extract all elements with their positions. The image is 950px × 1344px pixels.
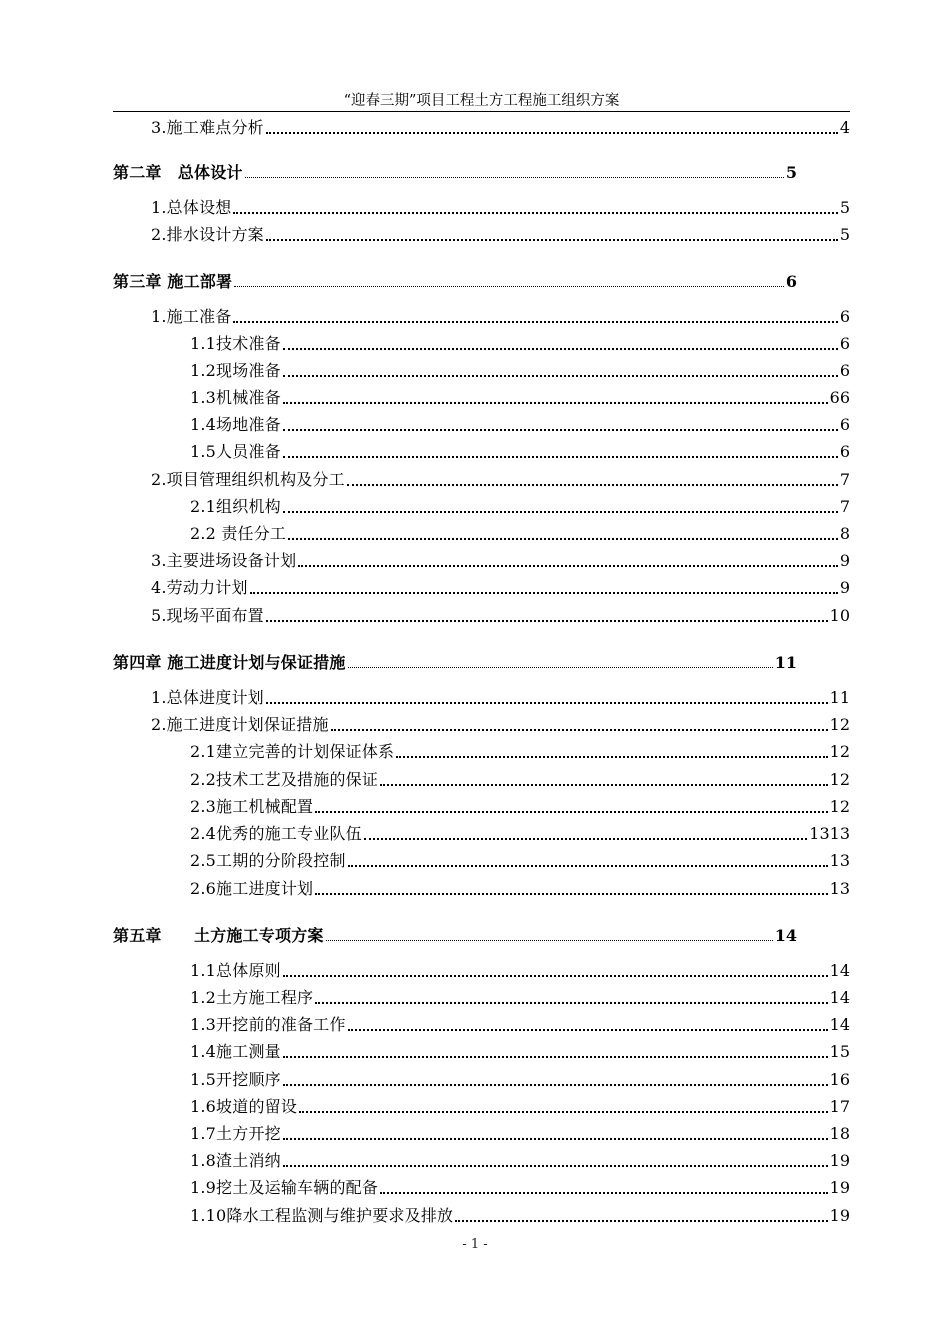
toc-label: 1.总体进度计划 xyxy=(151,688,264,707)
toc-label: 3.主要进场设备计划 xyxy=(151,551,297,570)
toc-item xyxy=(190,1010,850,1036)
toc-chapter xyxy=(113,267,797,293)
toc-page-number: 9 xyxy=(839,551,850,570)
toc-leader-dots xyxy=(331,715,828,731)
toc-item xyxy=(190,737,850,763)
toc-item xyxy=(151,546,850,572)
toc-label: 1.4场地准备 xyxy=(190,415,281,434)
toc-leader-dots xyxy=(396,742,827,758)
toc-leader-dots xyxy=(455,1206,827,1222)
toc-item xyxy=(190,1037,850,1063)
toc-leader-dots xyxy=(315,797,827,813)
toc-item xyxy=(190,983,850,1009)
toc-label: 第五章 土方施工专项方案 xyxy=(113,926,324,945)
toc-leader-dots xyxy=(283,361,838,377)
toc-item xyxy=(151,710,850,736)
toc-leader-dots xyxy=(348,851,828,867)
toc-item xyxy=(190,356,850,382)
toc-leader-dots xyxy=(283,1151,828,1167)
toc-label: 第二章 总体设计 xyxy=(113,163,243,182)
toc-label: 1.5人员准备 xyxy=(190,442,281,461)
toc-leader-dots xyxy=(315,988,827,1004)
toc-leader-dots xyxy=(347,470,838,486)
toc-leader-dots xyxy=(288,524,838,540)
toc-label: 1.4施工测量 xyxy=(190,1042,281,1061)
toc-page-number: 12 xyxy=(829,742,850,761)
toc-label: 1.施工准备 xyxy=(151,307,232,326)
toc-leader-dots xyxy=(298,551,838,567)
toc-leader-dots xyxy=(266,118,838,134)
toc-page-number: 6 xyxy=(839,442,850,461)
toc-leader-dots xyxy=(266,688,828,704)
toc-item xyxy=(151,573,850,599)
toc-item xyxy=(190,1146,850,1172)
toc-page-number: 66 xyxy=(829,388,850,407)
toc-item xyxy=(151,193,850,219)
toc-item xyxy=(151,220,850,246)
toc-leader-dots xyxy=(283,388,828,404)
toc-page-number: 14 xyxy=(829,1015,850,1034)
toc-page-number: 10 xyxy=(829,606,850,625)
toc-item xyxy=(190,1092,850,1118)
toc-leader-dots xyxy=(234,272,784,287)
toc-label: 2.1建立完善的计划保证体系 xyxy=(190,742,395,761)
toc-item xyxy=(190,410,850,436)
toc-page-number: 14 xyxy=(829,988,850,1007)
toc-label: 4.劳动力计划 xyxy=(151,578,248,597)
toc-page-number: 6 xyxy=(839,415,850,434)
toc-leader-dots xyxy=(348,653,773,668)
toc-item xyxy=(190,1065,850,1091)
toc-item xyxy=(151,601,850,627)
toc-label: 2.2 责任分工 xyxy=(190,524,287,543)
toc-leader-dots xyxy=(315,879,827,895)
toc-page-number: 7 xyxy=(839,497,850,516)
toc-page-number: 12 xyxy=(829,770,850,789)
toc-item xyxy=(190,846,850,872)
toc-item xyxy=(190,492,850,518)
toc-item xyxy=(190,792,850,818)
toc-page-number: 18 xyxy=(829,1124,850,1143)
toc-page-number: 6 xyxy=(839,334,850,353)
toc-chapter xyxy=(113,158,797,184)
toc-label: 2.1组织机构 xyxy=(190,497,281,516)
toc-page-number: 6 xyxy=(839,361,850,380)
toc-page-number: 5 xyxy=(839,225,850,244)
toc-page-number: 15 xyxy=(829,1042,850,1061)
toc-label: 第四章 施工进度计划与保证措施 xyxy=(113,653,346,672)
toc-label: 1.5开挖顺序 xyxy=(190,1070,281,1089)
toc-page-number: 1313 xyxy=(809,824,850,843)
toc-label: 1.10降水工程监测与维护要求及排放 xyxy=(190,1206,454,1225)
toc-leader-dots xyxy=(326,926,773,941)
toc-label: 1.8渣土消纳 xyxy=(190,1151,281,1170)
toc-leader-dots xyxy=(348,1015,828,1031)
toc-page-number: 19 xyxy=(829,1151,850,1170)
toc-leader-dots xyxy=(299,1097,828,1113)
toc-label: 1.3机械准备 xyxy=(190,388,281,407)
toc-label: 3.施工难点分析 xyxy=(151,118,264,137)
toc-page-number: 19 xyxy=(829,1206,850,1225)
toc-item xyxy=(190,1173,850,1199)
toc-page-number: 14 xyxy=(774,926,797,945)
toc-item xyxy=(190,874,850,900)
toc-page-number: 8 xyxy=(839,524,850,543)
toc-page-number: 17 xyxy=(829,1097,850,1116)
toc-label: 1.9挖土及运输车辆的配备 xyxy=(190,1178,379,1197)
toc-page-number: 7 xyxy=(839,470,850,489)
toc-page-number: 6 xyxy=(839,307,850,326)
toc-chapter xyxy=(113,921,797,947)
toc-page-number: 13 xyxy=(829,851,850,870)
toc-label: 1.2现场准备 xyxy=(190,361,281,380)
toc-item xyxy=(190,519,850,545)
toc-label: 1.1总体原则 xyxy=(190,961,281,980)
page-header-title: “迎春三期”项目工程土方工程施工组织方案 xyxy=(343,93,620,109)
toc-leader-dots xyxy=(233,198,837,214)
toc-item xyxy=(190,819,850,845)
toc-label: 1.总体设想 xyxy=(151,198,232,217)
toc-label: 5.现场平面布置 xyxy=(151,606,264,625)
toc-leader-dots xyxy=(266,225,838,241)
toc-item xyxy=(190,329,850,355)
toc-leader-dots xyxy=(283,961,828,977)
page-number: - 1 - xyxy=(462,1237,488,1252)
toc-chapter xyxy=(113,648,797,674)
toc-leader-dots xyxy=(364,824,807,840)
toc-page-number: 14 xyxy=(829,961,850,980)
toc-leader-dots xyxy=(283,497,838,513)
toc-page-number: 5 xyxy=(785,163,797,182)
toc-leader-dots xyxy=(250,578,838,594)
toc-item xyxy=(190,956,850,982)
toc-label: 1.2土方施工程序 xyxy=(190,988,314,1007)
toc-page-number: 11 xyxy=(774,653,797,672)
toc-leader-dots xyxy=(283,1124,828,1140)
toc-page-number: 6 xyxy=(785,272,797,291)
toc-item xyxy=(151,302,850,328)
toc-leader-dots xyxy=(283,415,838,431)
toc-item xyxy=(190,1119,850,1145)
toc-leader-dots xyxy=(380,770,828,786)
toc-page-number: 16 xyxy=(829,1070,850,1089)
toc-item xyxy=(190,765,850,791)
toc-label: 2.5工期的分阶段控制 xyxy=(190,851,346,870)
toc-item xyxy=(190,1201,850,1227)
toc-item xyxy=(151,465,850,491)
toc-label: 2.4优秀的施工专业队伍 xyxy=(190,824,362,843)
toc-leader-dots xyxy=(283,1042,828,1058)
toc-page-number: 5 xyxy=(839,198,850,217)
toc-label: 第三章 施工部署 xyxy=(113,272,233,291)
toc-label: 1.7土方开挖 xyxy=(190,1124,281,1143)
toc-leader-dots xyxy=(283,1070,828,1086)
toc-leader-dots xyxy=(283,334,838,350)
toc-item xyxy=(151,113,850,139)
toc-item xyxy=(190,383,850,409)
toc-leader-dots xyxy=(233,307,837,323)
toc-page-number: 11 xyxy=(829,688,850,707)
toc-leader-dots xyxy=(266,606,828,622)
toc-page-number: 9 xyxy=(839,578,850,597)
toc-page-number: 12 xyxy=(829,715,850,734)
toc-leader-dots xyxy=(245,163,784,178)
toc-leader-dots xyxy=(283,442,838,458)
toc-page-number: 13 xyxy=(829,879,850,898)
toc-label: 2.施工进度计划保证措施 xyxy=(151,715,329,734)
toc-page-number: 19 xyxy=(829,1178,850,1197)
toc-label: 2.2技术工艺及措施的保证 xyxy=(190,770,379,789)
toc-label: 2.6施工进度计划 xyxy=(190,879,314,898)
toc-label: 1.3开挖前的准备工作 xyxy=(190,1015,346,1034)
toc-label: 2.排水设计方案 xyxy=(151,225,264,244)
toc-label: 1.1技术准备 xyxy=(190,334,281,353)
toc-page-number: 12 xyxy=(829,797,850,816)
toc-item xyxy=(151,683,850,709)
toc-label: 2.3施工机械配置 xyxy=(190,797,314,816)
toc-label: 2.项目管理组织机构及分工 xyxy=(151,470,345,489)
toc-item xyxy=(190,437,850,463)
toc-page-number: 4 xyxy=(839,118,850,137)
toc-leader-dots xyxy=(380,1178,828,1194)
toc-label: 1.6坡道的留设 xyxy=(190,1097,298,1116)
